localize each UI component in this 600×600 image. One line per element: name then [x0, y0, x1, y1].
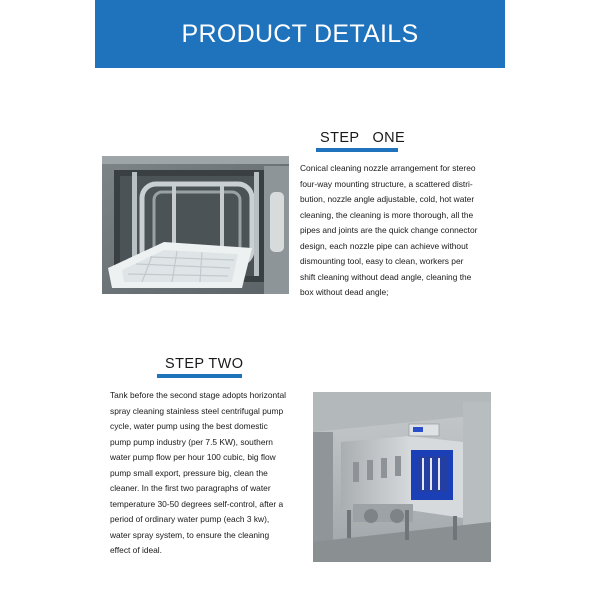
- banner-title: PRODUCT DETAILS: [181, 19, 419, 48]
- step-one-line: cleaning, the cleaning is more thorough, all the: [300, 209, 474, 220]
- step-one-line: dismounting tool, easy to clean, workers per: [300, 256, 464, 266]
- step-two-line: Tank before the second stage adopts horizontal: [110, 390, 286, 400]
- spray-washer-photo: [313, 392, 491, 562]
- step-two-line: temperature 30-50 degrees self-control, after a: [110, 498, 284, 509]
- step-two-line: cycle, water pump using the best domestic: [110, 421, 268, 431]
- step-two-line: cleaner. In the first two paragraphs of water: [110, 483, 271, 493]
- step-one-heading: STEP ONE: [320, 130, 406, 146]
- step-one-line: design, each nozzle pipe can achieve without: [300, 240, 469, 251]
- step-two-line: effect of ideal.: [110, 545, 162, 555]
- step-two-line: spray cleaning stainless steel centrifugal pump: [110, 405, 284, 416]
- step-two-description: [110, 388, 286, 559]
- step-two-line: water pump flow per hour 100 cubic, big flow: [110, 452, 276, 462]
- step-two-line: pump small export, pressure big, clean the: [110, 467, 268, 478]
- step-two-underline: [157, 374, 242, 378]
- step-one-description: [300, 161, 477, 301]
- step-two-heading: STEP TWO: [165, 356, 244, 372]
- step-one-line: pipes and joints are the quick change connector: [300, 225, 478, 235]
- step-one-line: Conical cleaning nozzle arrangement for stereo: [300, 163, 476, 173]
- step-one-line: box without dead angle;: [300, 287, 389, 297]
- step-one-underline: [316, 148, 398, 152]
- step-one-line: bution, nozzle angle adjustable, cold, hot water: [300, 194, 475, 204]
- step-one-line: shift cleaning without dead angle, cleaning the: [300, 271, 472, 282]
- product-details-banner: [95, 0, 505, 68]
- step-two-line: water spray system, to ensure the cleaning: [110, 529, 270, 540]
- step-two-line: pump pump industry (per 7.5 KW), southern: [110, 436, 273, 447]
- step-two-line: period of ordinary water pump (each 3 kw),: [110, 514, 270, 524]
- step-one-line: four-way mounting structure, a scattered distri-: [300, 178, 473, 189]
- nozzle-chamber-photo: [102, 156, 289, 294]
